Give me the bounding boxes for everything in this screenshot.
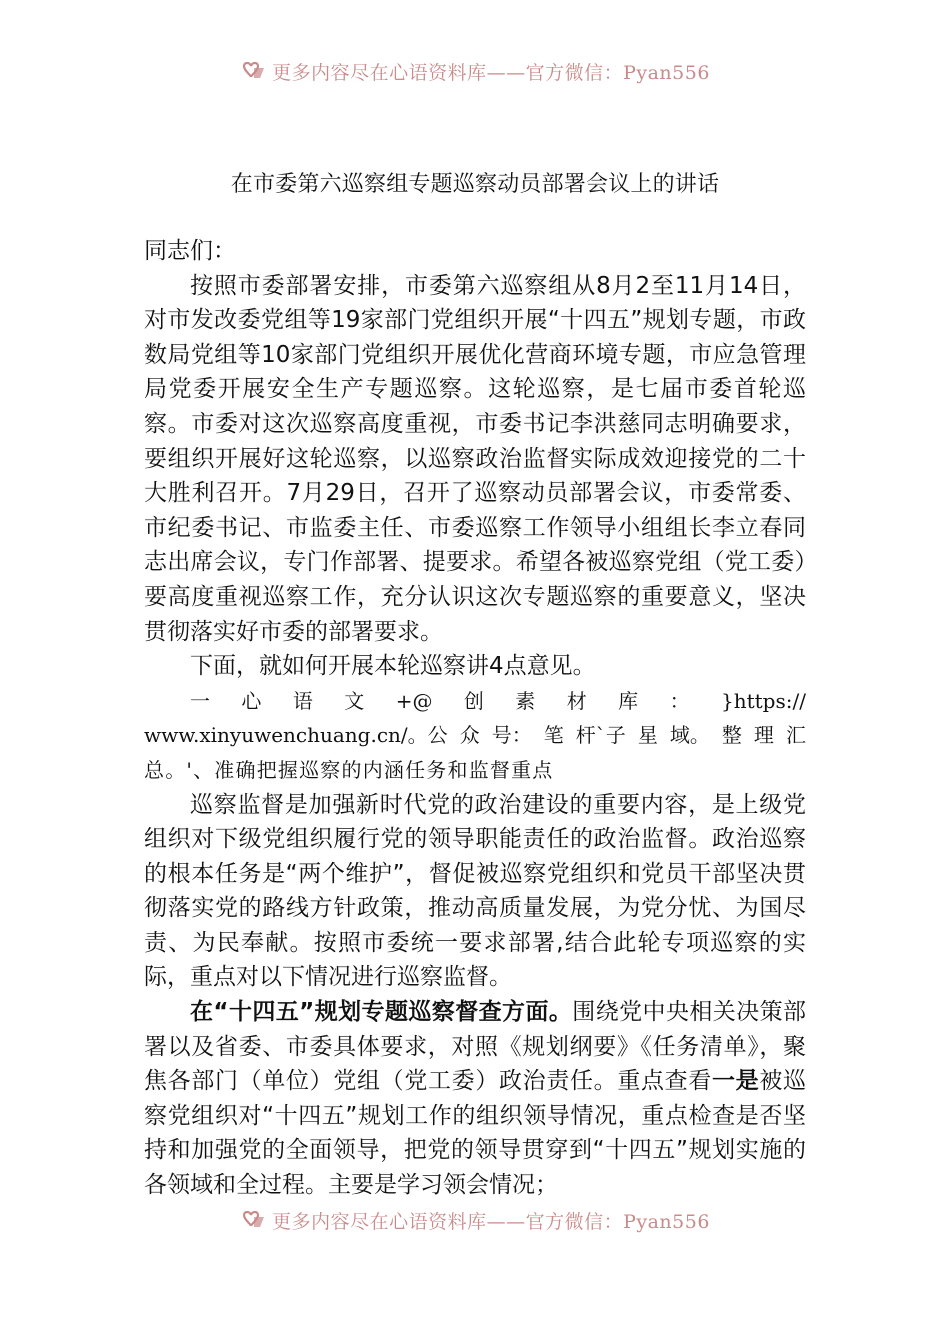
watermark-text: 更多内容尽在心语资料库——官方微信：Pyan556 xyxy=(272,1210,710,1233)
page-title: 在市委第六巡察组专题巡察动员部署会议上的讲话 xyxy=(230,172,720,197)
greeting: 同志们： xyxy=(144,238,236,264)
bold-marker: 一是 xyxy=(712,1068,760,1095)
heart-logo-icon xyxy=(240,1209,268,1231)
heart-logo-icon xyxy=(240,60,268,82)
source-note xyxy=(144,684,806,788)
source-line-2: www.xinyuwenchuang.cn/。公 众 号： 笔 杆`子 星 域。 整 理 汇 xyxy=(144,723,806,748)
source-line-3: 总。'、准确把握巡察的内涵任务和监督重点 xyxy=(144,757,554,782)
watermark-top xyxy=(0,56,950,86)
watermark-bottom xyxy=(0,1205,950,1235)
paragraph: 按照市委部署安排，市委第六巡察组从8月2至11月14日，对市发改委党组等19家部门党组织开展“十四五”规划专题，市政数局党组等10家部门党组织开展优化营商环境专题，市应急管理局党委开展安全生产专题巡察。这轮巡察，是七届市委首轮巡察。市委对这次巡察高度重视，市委书记李洪慈同志明确要求，要组织开展好这轮巡察，以巡察政治监督实际成效迎接党的二十大胜利召开。7月29日，召开了巡察动员部署会议，市委常委、市纪委书记、市监委主任、市委巡察工作领导小组组长李立春同志出席会议，专门作部署、提要求。希望各被巡察党组（党工委）要高度重视巡察工作，充分认识这次专题巡察的重要意义，坚决贯彻落实好市委的部署要求。 xyxy=(144,272,806,645)
document-body xyxy=(144,234,806,1203)
paragraph: 在“十四五”规划专题巡察督查方面。围绕党中央相关决策部署以及省委、市委具体要求，对照《规划纲要》《任务清单》，聚焦各部门（单位）党组（党工委）政治责任。重点查看一是被巡察党组织对“十四五”规划工作的组织领导情况，重点检查是否坚持和加强党的全面领导，把党的领导贯穿到“十四五”规划实施的各领域和全过程。主要是学习领会情况； xyxy=(144,999,807,1199)
source-line-1: 一 心 语 文 +@ 创 素 材 库 ： }https:// xyxy=(190,688,806,713)
paragraph: 巡察监督是加强新时代党的政治建设的重要内容，是上级党组织对下级党组织履行党的领导职能责任的政治监督。政治巡察的根本任务是“两个维护”，督促被巡察党组织和党员干部坚决贯彻落实党的路线方针政策，推动高质量发展，为党分忧、为国尽责、为民奉献。按照市委统一要求部署,结合此轮专项巡察的实际，重点对以下情况进行巡察监督。 xyxy=(144,791,806,991)
paragraph: 下面，就如何开展本轮巡察讲4点意见。 xyxy=(190,653,596,680)
bold-lead: 在“十四五”规划专题巡察督查方面。 xyxy=(190,999,573,1026)
watermark-text: 更多内容尽在心语资料库——官方微信：Pyan556 xyxy=(272,61,710,84)
